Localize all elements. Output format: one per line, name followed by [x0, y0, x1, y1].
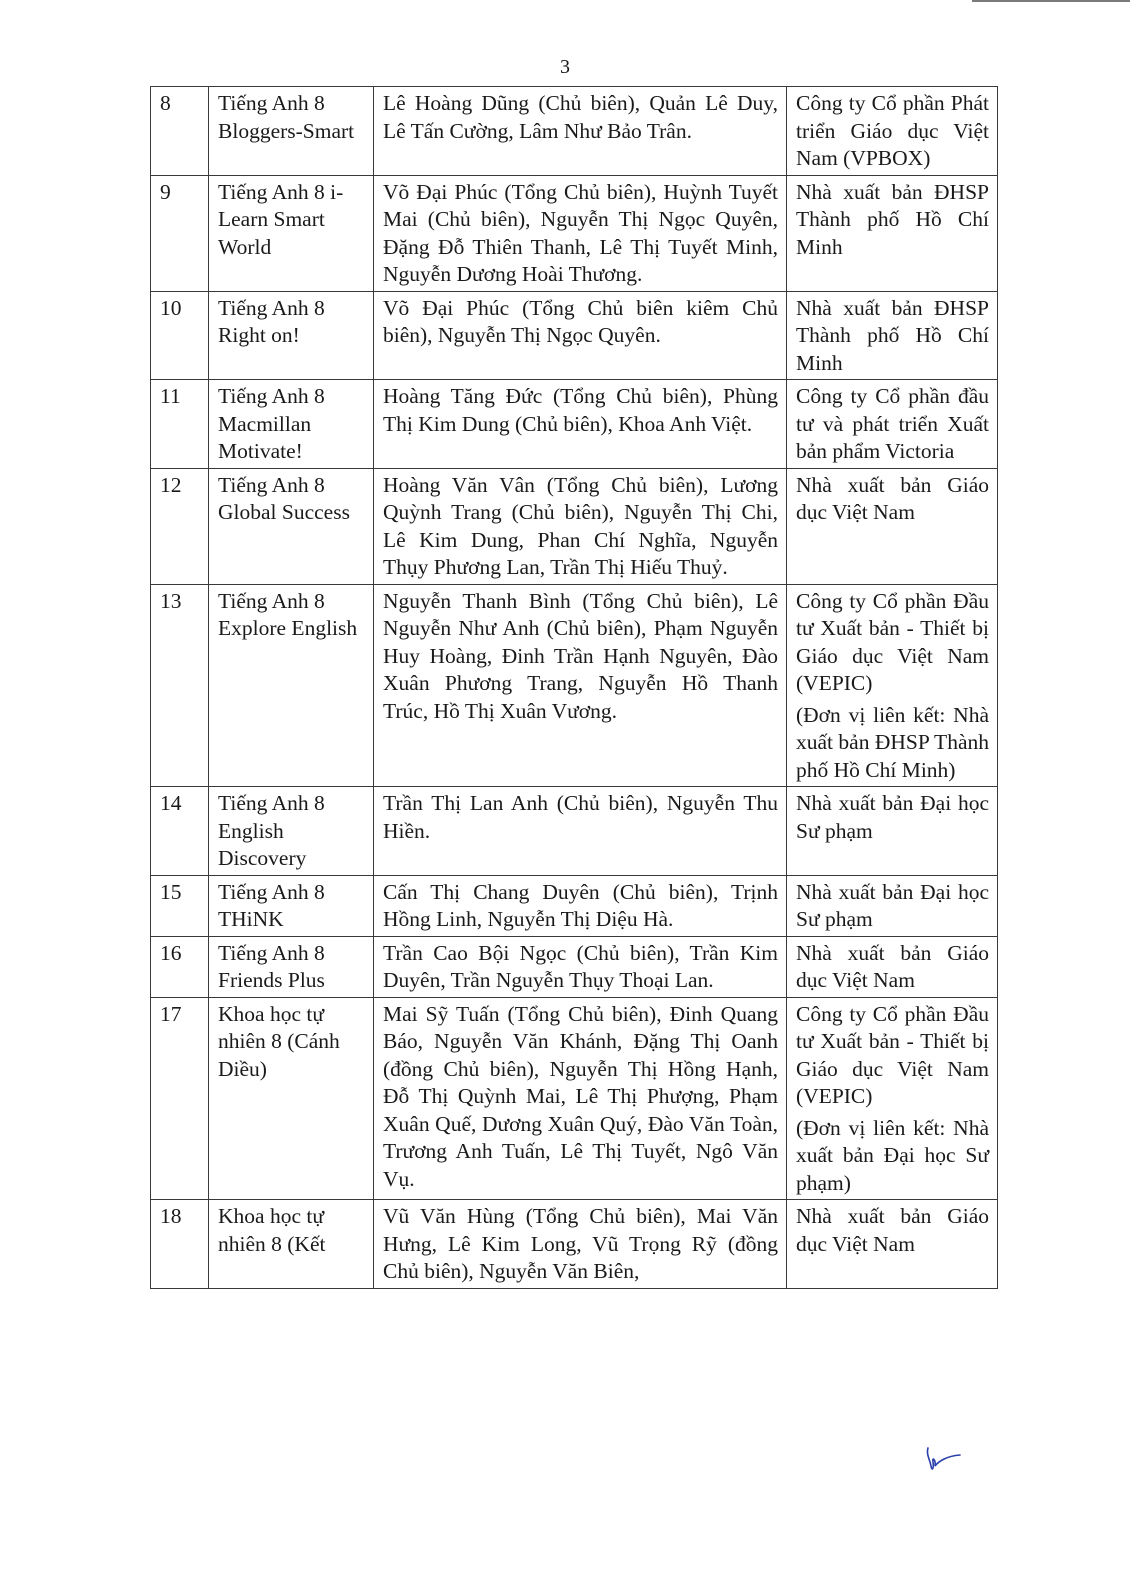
book-publisher [787, 875, 998, 936]
row-number: 10 [151, 291, 209, 380]
book-publisher [787, 380, 998, 469]
publisher-text: Nhà xuất bản ĐHSP Thành phố Hồ Chí Minh [796, 295, 989, 375]
book-authors: Võ Đại Phúc (Tổng Chủ biên), Huỳnh Tuyết Mai (Chủ biên), Nguyễn Thị Ngọc Quyên, Đặng Đỗ Thiên Thanh, Lê Thị Tuyết Minh, Nguyễn Dương Hoài Thương. [374, 175, 787, 291]
book-publisher [787, 468, 998, 584]
table-row [151, 291, 998, 380]
book-authors: Trần Cao Bội Ngọc (Chủ biên), Trần Kim Duyên, Trần Nguyễn Thụy Thoại Lan. [374, 936, 787, 997]
row-number: 13 [151, 584, 209, 787]
row-number: 12 [151, 468, 209, 584]
book-title: Tiếng Anh 8 Right on! [209, 291, 374, 380]
book-authors: Võ Đại Phúc (Tổng Chủ biên kiêm Chủ biên), Nguyễn Thị Ngọc Quyên. [374, 291, 787, 380]
table-body [151, 87, 998, 1289]
book-title: Tiếng Anh 8 Bloggers-Smart [209, 87, 374, 176]
publisher-text: Nhà xuất bản Giáo dục Việt Nam [796, 472, 989, 524]
table-row [151, 997, 998, 1200]
book-title: Tiếng Anh 8 Global Success [209, 468, 374, 584]
row-number: 8 [151, 87, 209, 176]
book-authors: Vũ Văn Hùng (Tổng Chủ biên), Mai Văn Hưng, Lê Kim Long, Vũ Trọng Rỹ (đồng Chủ biên), Nguyễn Văn Biên, [374, 1200, 787, 1289]
book-publisher [787, 997, 998, 1200]
book-publisher [787, 936, 998, 997]
book-authors: Hoàng Tăng Đức (Tổng Chủ biên), Phùng Thị Kim Dung (Chủ biên), Khoa Anh Việt. [374, 380, 787, 469]
table-row [151, 380, 998, 469]
book-title: Tiếng Anh 8 Explore English [209, 584, 374, 787]
book-publisher [787, 1200, 998, 1289]
book-title: Khoa học tự nhiên 8 (Kết [209, 1200, 374, 1289]
row-number: 11 [151, 380, 209, 469]
page-number: 3 [560, 56, 570, 78]
publisher-text: Công ty Cổ phần Phát triển Giáo dục Việt Nam (VPBOX) [796, 91, 989, 170]
row-number: 18 [151, 1200, 209, 1289]
textbook-table [150, 86, 998, 1289]
book-publisher [787, 87, 998, 176]
publisher-text: Nhà xuất bản Giáo dục Việt Nam [796, 940, 989, 992]
row-number: 15 [151, 875, 209, 936]
table-row [151, 787, 998, 876]
book-authors: Mai Sỹ Tuấn (Tổng Chủ biên), Đinh Quang Báo, Nguyễn Văn Khánh, Đặng Thị Oanh (đồng Chủ biên), Nguyễn Thị Hồng Hạnh, Đỗ Thị Quỳnh Mai, Lê Thị Phượng, Phạm Xuân Quế, Dương Xuân Quý, Đào Văn Toàn, Trương Anh Tuấn, Lê Thị Tuyết, Ngô Văn Vụ. [374, 997, 787, 1200]
table-row [151, 175, 998, 291]
book-authors: Lê Hoàng Dũng (Chủ biên), Quản Lê Duy, Lê Tấn Cường, Lâm Như Bảo Trân. [374, 87, 787, 176]
row-number: 9 [151, 175, 209, 291]
publisher-text: Nhà xuất bản Giáo dục Việt Nam [796, 1204, 989, 1256]
row-number: 17 [151, 997, 209, 1200]
book-publisher [787, 584, 998, 787]
book-title: Tiếng Anh 8 i-Learn Smart World [209, 175, 374, 291]
publisher-text: Nhà xuất bản Đại học Sư phạm [796, 879, 989, 931]
publisher-text: Công ty Cổ phần đầu tư và phát triển Xuất bản phẩm Victoria [796, 384, 989, 463]
book-authors: Hoàng Văn Vân (Tổng Chủ biên), Lương Quỳnh Trang (Chủ biên), Nguyễn Thị Chi, Lê Kim Dung, Phan Chí Nghĩa, Nguyễn Thụy Phương Lan, Trần Thị Hiếu Thuỷ. [374, 468, 787, 584]
publisher-text: Nhà xuất bản ĐHSP Thành phố Hồ Chí Minh [796, 179, 989, 259]
scan-edge-rule [972, 0, 1130, 2]
table-row [151, 875, 998, 936]
publisher-text: (Đơn vị liên kết: Nhà xuất bản ĐHSP Thành phố Hồ Chí Minh) [796, 702, 989, 782]
publisher-text: (Đơn vị liên kết: Nhà xuất bản Đại học Sư phạm) [796, 1115, 989, 1195]
book-title: Tiếng Anh 8 English Discovery [209, 787, 374, 876]
book-authors: Cấn Thị Chang Duyên (Chủ biên), Trịnh Hồng Linh, Nguyễn Thị Diệu Hà. [374, 875, 787, 936]
book-title: Tiếng Anh 8 Friends Plus [209, 936, 374, 997]
book-publisher [787, 291, 998, 380]
book-publisher [787, 175, 998, 291]
row-number: 16 [151, 936, 209, 997]
book-title: Tiếng Anh 8 THiNK [209, 875, 374, 936]
book-title: Tiếng Anh 8 Macmillan Motivate! [209, 380, 374, 469]
table-row [151, 1200, 998, 1289]
table-row [151, 584, 998, 787]
table-row [151, 468, 998, 584]
book-authors: Nguyễn Thanh Bình (Tổng Chủ biên), Lê Nguyễn Như Anh (Chủ biên), Phạm Nguyễn Huy Hoàng, Đinh Trần Hạnh Nguyên, Đào Xuân Phương Trang, Nguyễn Hồ Thanh Trúc, Hồ Thị Xuân Vương. [374, 584, 787, 787]
publisher-text: Công ty Cổ phần Đầu tư Xuất bản - Thiết bị Giáo dục Việt Nam (VEPIC) [796, 1001, 989, 1108]
publisher-text: Nhà xuất bản Đại học Sư phạm [796, 791, 989, 843]
initial-signature [922, 1446, 962, 1474]
book-authors: Trần Thị Lan Anh (Chủ biên), Nguyễn Thu Hiền. [374, 787, 787, 876]
book-publisher [787, 787, 998, 876]
row-number: 14 [151, 787, 209, 876]
publisher-text: Công ty Cổ phần Đầu tư Xuất bản - Thiết bị Giáo dục Việt Nam (VEPIC) [796, 588, 989, 695]
book-title: Khoa học tự nhiên 8 (Cánh Diều) [209, 997, 374, 1200]
table-row [151, 87, 998, 176]
table-row [151, 936, 998, 997]
